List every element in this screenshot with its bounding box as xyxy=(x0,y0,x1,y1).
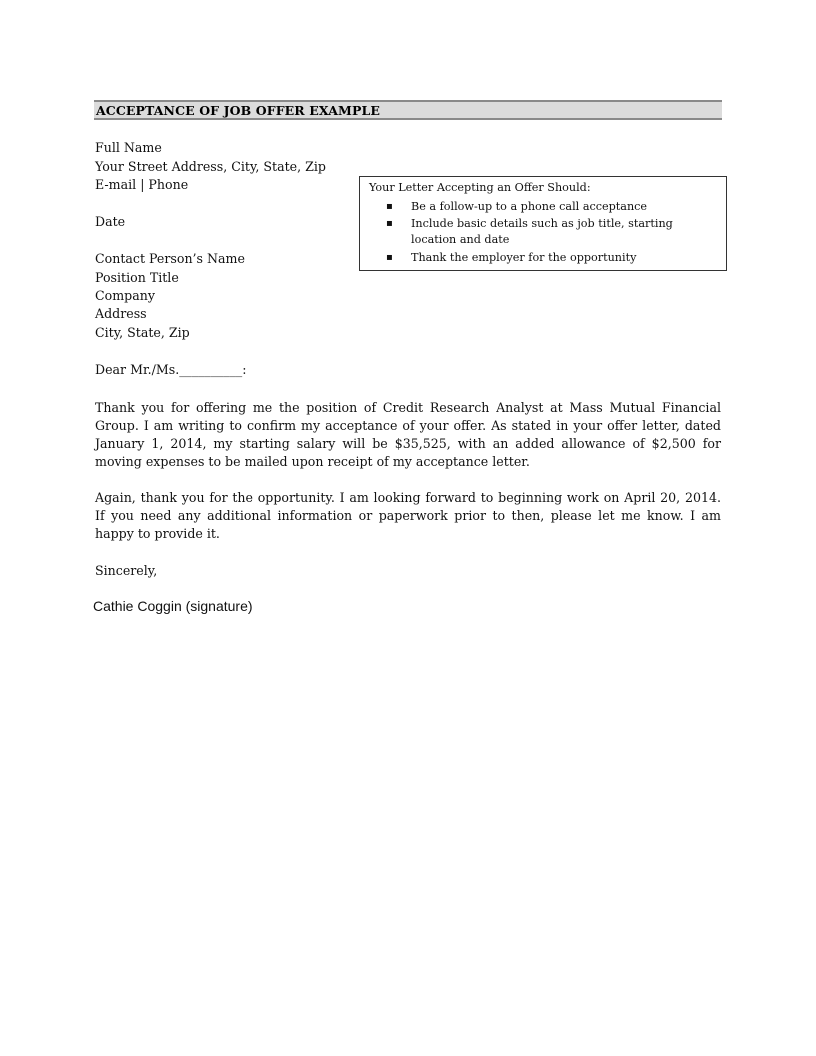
sender-name: Full Name xyxy=(95,140,162,155)
sender-contact: E-mail | Phone xyxy=(95,177,189,192)
tips-callout-box xyxy=(359,176,727,271)
recipient-title: Position Title xyxy=(95,270,179,285)
recipient-name: Contact Person’s Name xyxy=(95,251,245,266)
document-title: ACCEPTANCE OF JOB OFFER EXAMPLE xyxy=(96,103,380,118)
body-paragraph-2: Again, thank you for the opportunity. I am looking forward to beginning work on April 20, 2014. If you need any additional information or paperwork prior to then, please let me know. I am happy to provide it. xyxy=(95,490,721,541)
callout-item: Include basic details such as job title, starting location and date xyxy=(411,217,673,246)
document-title-bar xyxy=(94,100,722,120)
sender-address: Your Street Address, City, State, Zip xyxy=(95,159,326,174)
salutation: Dear Mr./Ms.__________: xyxy=(95,362,247,377)
callout-title: Your Letter Accepting an Offer Should: xyxy=(369,181,591,194)
bullet-icon: ▪ xyxy=(386,252,393,263)
bullet-icon: ▪ xyxy=(386,218,393,229)
recipient-city: City, State, Zip xyxy=(95,325,190,340)
closing: Sincerely, xyxy=(95,563,158,578)
bullet-icon: ▪ xyxy=(386,201,393,212)
recipient-address: Address xyxy=(95,306,147,321)
body-paragraph-1: Thank you for offering me the position of Credit Research Analyst at Mass Mutual Financial Group. I am writing to confirm my acceptance of your offer. As stated in your offer letter, dated January 1, 2014, my starting salary will be $35,525, with an added allowance of $2,500 for moving expenses to be mailed upon receipt of my acceptance letter. xyxy=(95,400,721,469)
recipient-company: Company xyxy=(95,288,155,303)
callout-item: Be a follow-up to a phone call acceptance xyxy=(411,200,648,213)
callout-item: Thank the employer for the opportunity xyxy=(411,251,637,264)
letter-date: Date xyxy=(95,214,126,229)
signature: Cathie Coggin (signature) xyxy=(93,598,253,614)
